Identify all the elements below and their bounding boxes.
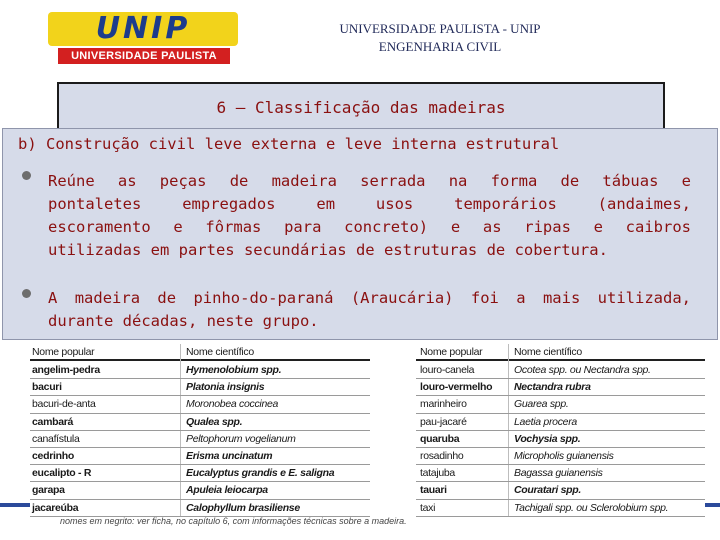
table-row-rule [416, 516, 705, 517]
table-cell-popular: canafístula [32, 432, 80, 445]
paragraph-line: pontaletes empregados em usos temporários (andaimes, [48, 195, 691, 213]
table-header-rule [416, 359, 705, 361]
paragraph-line: durante décadas, neste grupo. [48, 312, 319, 330]
bullet-icon [22, 289, 31, 298]
table-row-rule [416, 481, 705, 482]
species-table [30, 344, 705, 530]
institution-name: UNIVERSIDADE PAULISTA - UNIP [339, 21, 541, 36]
table-row-rule [416, 378, 705, 379]
table-cell-popular: quaruba [420, 432, 460, 445]
table-header-popular: Nome popular [420, 346, 483, 358]
logo-subtitle: UNIVERSIDADE PAULISTA [71, 50, 217, 62]
table-cell-scientific: Vochysia spp. [514, 432, 581, 445]
unip-logo [48, 12, 238, 64]
course-name: ENGENHARIA CIVIL [378, 39, 502, 54]
table-cell-popular: rosadinho [420, 450, 464, 462]
table-cell-scientific: Ocotea spp. ou Nectandra spp. [514, 364, 651, 376]
bullet-paragraph-1 [48, 170, 691, 262]
section-heading: b) Construção civil leve externa e leve interna estrutural [18, 135, 560, 153]
table-cell-popular: tatajuba [420, 467, 455, 480]
content-panel [2, 128, 718, 340]
table-cell-popular: angelim-pedra [32, 364, 100, 376]
table-cell-popular: eucalipto - R [32, 467, 92, 480]
table-row-rule [416, 430, 705, 431]
paragraph-line: Reúne as peças de madeira serrada na forma de tábuas e [48, 172, 691, 190]
table-cell-scientific: Bagassa guianensis [514, 467, 603, 480]
logo-word: UNIP [95, 11, 191, 46]
table-header-scientific: Nome científico [186, 346, 254, 358]
table-cell-popular: louro-vermelho [420, 381, 493, 394]
table-cell-scientific: Couratari spp. [514, 484, 581, 497]
institution-header [300, 20, 580, 56]
table-cell-scientific: Platonia insignis [186, 381, 265, 394]
bullet-paragraph-2 [48, 287, 691, 333]
table-cell-popular: bacuri-de-anta [32, 398, 96, 411]
table-cell-scientific: Hymenolobium spp. [186, 364, 282, 376]
table-cell-popular: garapa [32, 484, 65, 497]
paragraph-line: utilizadas em partes secundárias de estruturas de cobertura. [48, 241, 608, 259]
table-cell-popular: louro-canela [420, 364, 475, 376]
table-cell-scientific: Laetia procera [514, 415, 577, 428]
table-row-rule [30, 447, 370, 448]
table-row-rule [30, 499, 370, 500]
table-header-popular: Nome popular [32, 346, 95, 358]
table-row-rule [416, 499, 705, 500]
table-header-scientific: Nome científico [514, 346, 582, 358]
slide-title-box [57, 82, 665, 130]
table-cell-popular: bacuri [32, 381, 62, 394]
table-cell-popular: taxi [420, 501, 436, 514]
table-row-rule [416, 447, 705, 448]
table-cell-popular: pau-jacaré [420, 415, 467, 428]
table-cell-scientific: Guarea spp. [514, 398, 569, 411]
logo-yellow-banner [48, 12, 238, 46]
table-row-rule [416, 395, 705, 396]
table-cell-popular: tauari [420, 484, 447, 497]
table-cell-scientific: Eucalyptus grandis e E. saligna [186, 467, 335, 480]
slide-title: 6 – Classificação das madeiras [216, 98, 506, 117]
table-row-rule [30, 378, 370, 379]
table-cell-scientific: Micropholis guianensis [514, 450, 614, 462]
table-cell-popular: cedrinho [32, 450, 74, 462]
table-row-rule [30, 413, 370, 414]
table-header-rule [30, 359, 370, 361]
logo-red-banner [58, 48, 230, 64]
table-cell-scientific: Moronobea coccinea [186, 398, 279, 411]
table-row-rule [30, 464, 370, 465]
paragraph-line: A madeira de pinho-do-paraná (Araucária) foi a mais utilizada, [48, 289, 691, 307]
footer-accent-bar [705, 503, 720, 507]
table-cell-popular: marinheiro [420, 398, 467, 411]
table-cell-scientific: Tachigali spp. ou Sclerolobium spp. [514, 501, 669, 514]
table-row-rule [30, 481, 370, 482]
table-row-rule [416, 413, 705, 414]
table-row-rule [30, 395, 370, 396]
footer-accent-bar [0, 503, 30, 507]
table-cell-popular: jacareúba [32, 501, 79, 514]
table-cell-popular: cambará [32, 415, 74, 428]
table-footnote: nomes em negrito: ver ficha, no capítulo 6, com informações técnicas sobre a madeira. [60, 516, 407, 526]
table-row-rule [416, 464, 705, 465]
table-cell-scientific: Peltophorum vogelianum [186, 432, 296, 445]
table-cell-scientific: Qualea spp. [186, 415, 243, 428]
table-cell-scientific: Apuleia leiocarpa [186, 484, 268, 497]
table-cell-scientific: Calophyllum brasiliense [186, 501, 300, 514]
paragraph-line: escoramento e fôrmas para concreto) e as ripas e caibros [48, 218, 691, 236]
bullet-icon [22, 171, 31, 180]
table-row-rule [30, 430, 370, 431]
table-cell-scientific: Nectandra rubra [514, 381, 591, 394]
table-cell-scientific: Erisma uncinatum [186, 450, 273, 462]
